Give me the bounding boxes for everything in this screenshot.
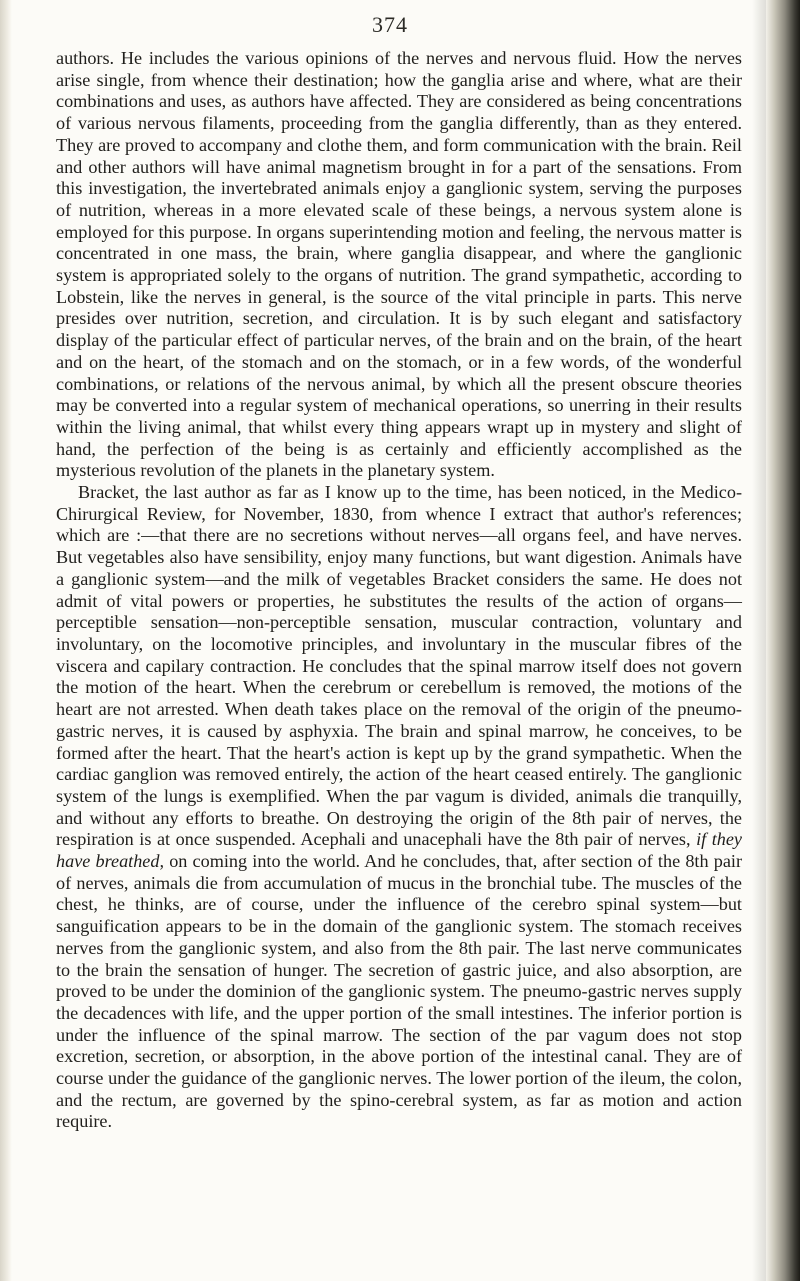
gutter-shadow — [752, 0, 766, 1281]
paragraph-2-italic-phrase: if they have breathed, — [56, 829, 742, 872]
paragraph-2-text-b: on coming into the world. And he concludes, that, after section of the 8th pair of nerves, animals die from accumulation of mucus in the bronchial tube. The muscles of the chest, he thinks, are of course, under the influence of the cerebro spinal system—but sanguification appears to be in the domain of the ganglionic system. The stomach receives nerves from the ganglionic system, and also from the 8th pair. The last nerve communicates to the brain the sensation of hunger. The secretion of gastric juice, and also absorption, are proved to be under the dominion of the ganglionic system. The pneumo-gastric nerves supply the decadences with life, and the upper portion of the small intestines. The inferior portion is under the influence of the spinal marrow. The section of the par vagum does not stop excretion, secretion, or absorption, in the above portion of the intestinal canal. They are of course under the guidance of the ganglionic nerves. The lower portion of the ileum, the colon, and the rectum, are governed by the spino-cerebral system, as far as motion and action require. — [56, 851, 742, 1132]
paragraph-2-text-a: Bracket, the last author as far as I know up to the time, has been noticed, in the Medico-Chirurgical Review, for November, 1830, from whence I extract that author's references; which are :—that there are no secretions without nerves—all organs feel, and have nerves. But vegetables also have sensibility, enjoy many functions, but want digestion. Animals have a ganglionic system—and the milk of vegetables Bracket considers the same. He does not admit of vital powers or properties, he substitutes the results of the action of organs—perceptible sensation—non-perceptible sensation, muscular contraction, voluntary and involuntary, on the locomotive principles, and involuntary in the muscular fibres of the viscera and capilary contraction. He concludes that the spinal marrow itself does not govern the motion of the heart. When the cerebrum or cerebellum is removed, the motions of the heart are not arrested. When death takes place on the removal of the origin of the pneumo-gastric nerves, it is caused by asphyxia. The brain and spinal marrow, he conceives, to be formed after the heart. That the heart's action is kept up by the grand sympathetic. When the cardiac ganglion was removed entirely, the action of the heart ceased entirely. The ganglionic system of the lungs is exemplified. When the par vagum is divided, animals die tranquilly, and without any efforts to breathe. On destroying the origin of the 8th pair of nerves, the respiration is at once suspended. Acephali and unacephali have the 8th pair of nerves, — [56, 482, 742, 850]
book-spine-edge — [766, 0, 800, 1281]
paragraph-1 — [56, 48, 742, 482]
paragraph-2 — [56, 482, 742, 1133]
page-number: 374 — [372, 12, 408, 37]
body-text — [56, 48, 742, 1133]
paragraph-1-text: authors. He includes the various opinions of the nerves and nervous fluid. How the nerves arise single, from whence their destination; how the ganglia arise and where, what are their combinations and uses, as authors have affected. They are considered as being concentrations of various nervous filaments, proceeding from the ganglia differently, than as they entered. They are proved to accompany and clothe them, and form communication with the brain. Reil and other authors will have animal magnetism brought in for a part of the sensations. From this investigation, the invertebrated animals enjoy a ganglionic system, serving the purposes of nutrition, whereas in a more elevated scale of these beings, a nervous system alone is employed for this purpose. In organs superintending motion and feeling, the nervous matter is concentrated in one mass, the brain, where ganglia disappear, and where the ganglionic system is appropriated solely to the organs of nutrition. The grand sympathetic, according to Lobstein, like the nerves in general, is the source of the vital principle in parts. This nerve presides over nutrition, secretion, and circulation. It is by such elegant and satisfactory display of the particular effect of particular nerves, of the brain and on the brain, of the heart and on the heart, of the stomach and on the stomach, or in a few words, of the wonderful combinations, or relations of the nervous animal, by which all the present obscure theories may be converted into a regular system of mechanical operations, so unerring in their results within the living animal, that whilst every thing appears wrapt up in mystery and slight of hand, the perfection of the being is as certainly and efficiently accomplished as the mysterious revolution of the planets in the planetary system. — [56, 48, 742, 481]
page-left-edge — [0, 0, 12, 1281]
